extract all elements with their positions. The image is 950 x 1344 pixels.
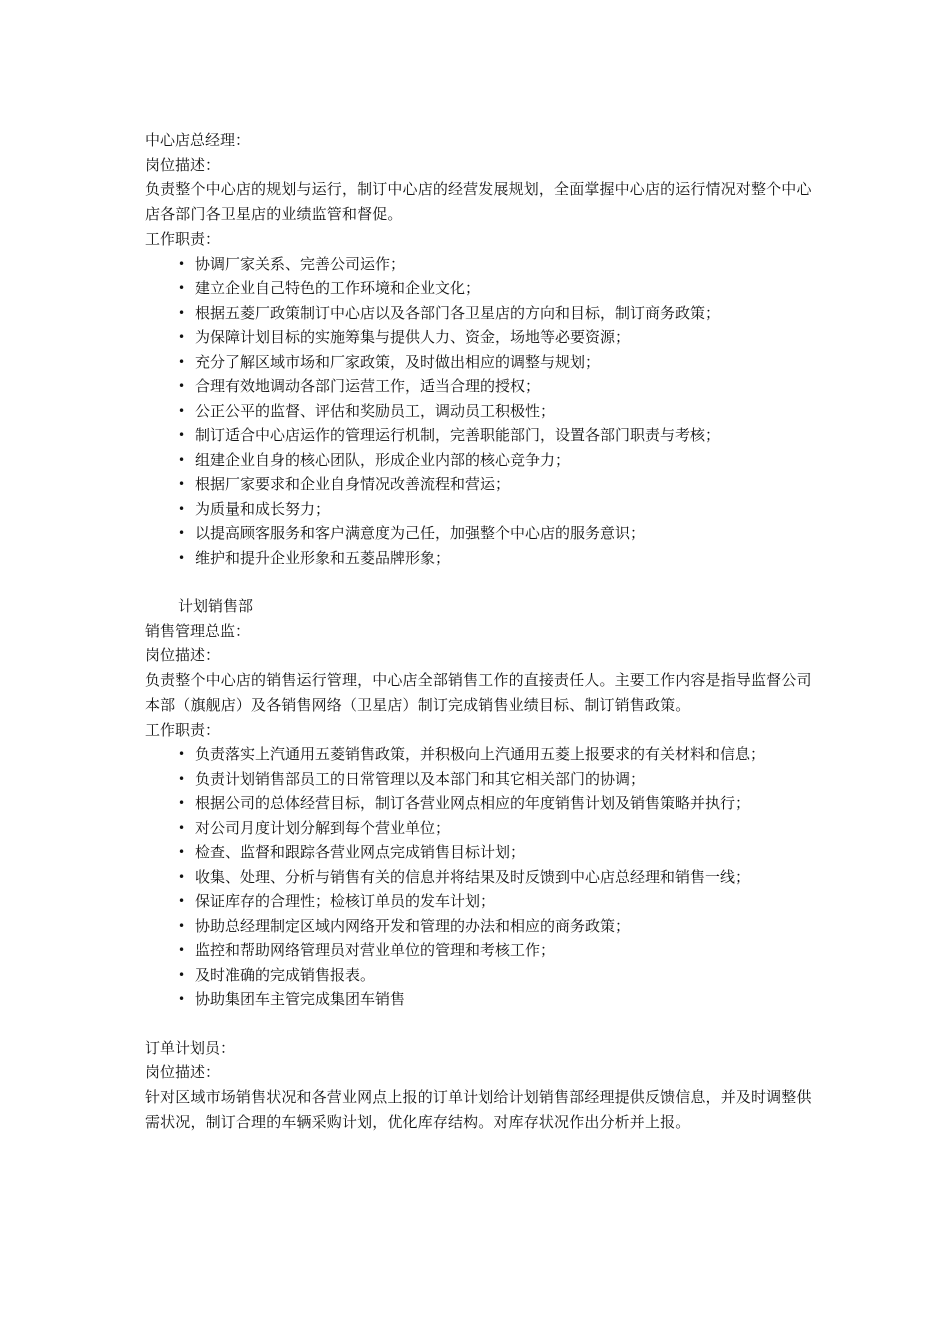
document-page <box>145 128 815 1135</box>
job-duties-label: 工作职责： <box>145 720 221 739</box>
job-description-label: 岗位描述： <box>145 155 221 174</box>
duty-item: • 根据公司的总体经营目标，制订各营业网点相应的年度销售计划及销售策略并执行； <box>178 791 815 816</box>
duty-item: • 根据厂家要求和企业自身情况改善流程和营运； <box>178 472 815 497</box>
duties-list-general-manager <box>145 252 815 571</box>
duty-item: • 合理有效地调动各部门运营工作，适当合理的授权； <box>178 374 815 399</box>
job-duties-label: 工作职责： <box>145 230 221 248</box>
job-title-order-planner: 订单计划员： <box>145 1038 236 1057</box>
duty-item: • 组建企业自身的核心团队，形成企业内部的核心竞争力； <box>178 448 815 473</box>
duty-item: • 及时准确的完成销售报表。 <box>178 963 815 988</box>
duty-item: • 以提高顾客服务和客户满意度为己任，加强整个中心店的服务意识； <box>178 521 815 546</box>
job-title-sales-director: 销售管理总监： <box>145 621 251 640</box>
duty-item: • 为保障计划目标的实施筹集与提供人力、资金，场地等必要资源； <box>178 325 815 350</box>
duty-item: • 充分了解区域市场和厂家政策，及时做出相应的调整与规划； <box>178 350 815 375</box>
duty-item: • 公正公平的监督、评估和奖励员工，调动员工积极性； <box>178 399 815 424</box>
duty-item: • 维护和提升企业形象和五菱品牌形象； <box>178 546 815 571</box>
job-description-text: 负责整个中心店的规划与运行，制订中心店的经营发展规划，全面掌握中心店的运行情况对整个中心店各部门各卫星店的业绩监管和督促。 <box>145 180 812 223</box>
duty-item: • 根据五菱厂政策制订中心店以及各部门各卫星店的方向和目标，制订商务政策； <box>178 301 815 326</box>
job-description-label: 岗位描述： <box>145 646 221 664</box>
section-spacer <box>145 570 815 594</box>
department-heading: 计划销售部 <box>178 597 254 615</box>
duty-item: • 监控和帮助网络管理员对营业单位的管理和考核工作； <box>178 938 815 963</box>
duty-item: • 协调厂家关系、完善公司运作； <box>178 252 815 277</box>
duty-item: • 协助总经理制定区域内网络开发和管理的办法和相应的商务政策； <box>178 914 815 939</box>
job-description-text: 针对区域市场销售状况和各营业网点上报的订单计划给计划销售部经理提供反馈信息，并及时调整供需状况，制订合理的车辆采购计划，优化库存结构。对库存状况作出分析并上报。 <box>145 1087 812 1131</box>
duty-item: • 保证库存的合理性；检核订单员的发车计划； <box>178 889 815 914</box>
job-description-label: 岗位描述： <box>145 1063 221 1081</box>
duty-item: • 建立企业自己特色的工作环境和企业文化； <box>178 276 815 301</box>
duty-item: • 对公司月度计划分解到每个营业单位； <box>178 816 815 841</box>
duty-item: • 检查、监督和跟踪各营业网点完成销售目标计划； <box>178 840 815 865</box>
section-spacer <box>145 1012 815 1036</box>
duty-item: • 收集、处理、分析与销售有关的信息并将结果及时反馈到中心店总经理和销售一线； <box>178 865 815 890</box>
duty-item: • 制订适合中心店运作的管理运行机制，完善职能部门，设置各部门职责与考核； <box>178 423 815 448</box>
duty-item: • 负责计划销售部员工的日常管理以及本部门和其它相关部门的协调； <box>178 767 815 792</box>
job-description-text: 负责整个中心店的销售运行管理，中心店全部销售工作的直接责任人。主要工作内容是指导监督公司本部（旗舰店）及各销售网络（卫星店）制订完成销售业绩目标、制订销售政策。 <box>145 670 812 714</box>
duty-item: • 为质量和成长努力； <box>178 497 815 522</box>
job-title-general-manager: 中心店总经理： <box>145 131 251 149</box>
duties-list-sales-director <box>145 742 815 1012</box>
duty-item: • 协助集团车主管完成集团车销售 <box>178 987 815 1012</box>
duty-item: • 负责落实上汽通用五菱销售政策，并积极向上汽通用五菱上报要求的有关材料和信息； <box>178 742 815 767</box>
